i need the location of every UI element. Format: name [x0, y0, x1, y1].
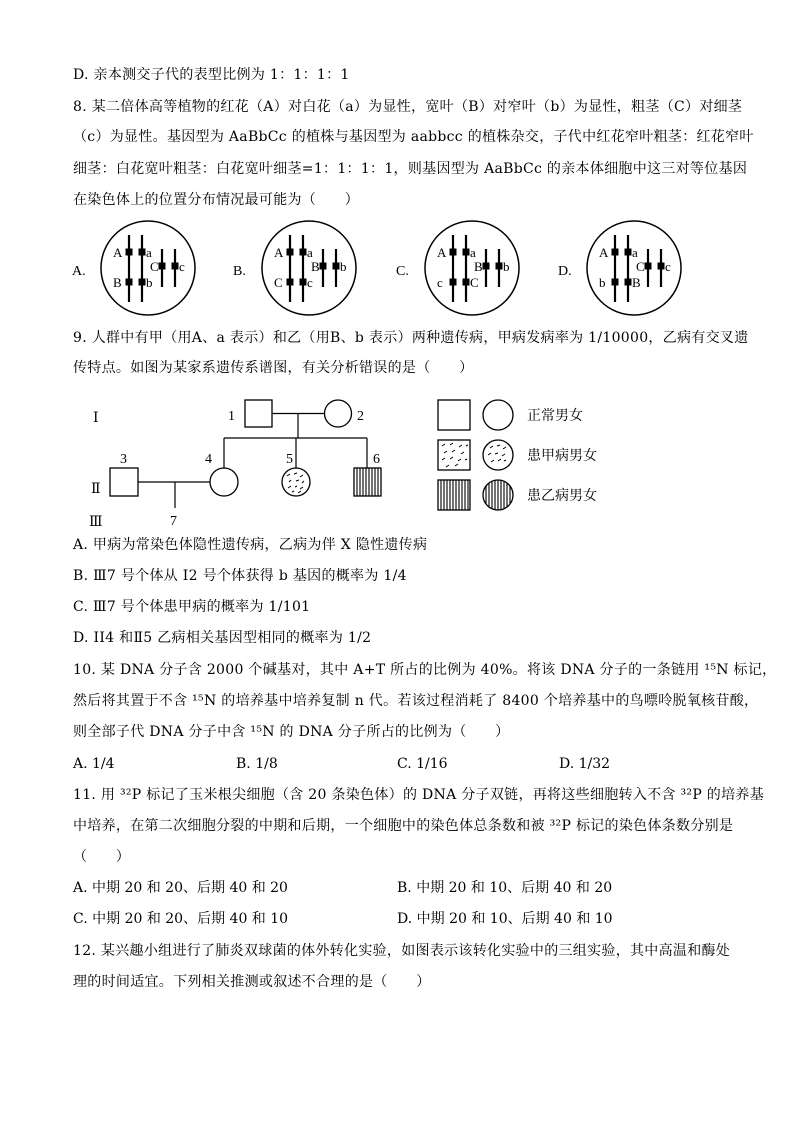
q10-option-c: C. 1/16 [397, 756, 448, 772]
individual-1 [245, 400, 272, 427]
q9-option-a: A. 甲病为常染色体隐性遗传病，乙病为伴 X 隐性遗传病 [73, 537, 428, 553]
individual-6 [354, 468, 381, 496]
q12-stem-line-2: 理的时间适宜。下列相关推测或叙述不合理的是（ ） [73, 974, 431, 990]
gene-locus [496, 263, 503, 270]
generation-label-3: Ⅲ [89, 515, 103, 530]
gene-label: B [474, 259, 483, 274]
gene-locus [287, 279, 294, 286]
gene-label: c [179, 259, 185, 274]
gene-locus [450, 279, 457, 286]
legend-label-disease-b: 患乙病男女 [527, 489, 597, 504]
q9-option-c: C. Ⅲ7 号个体患甲病的概率为 1/101 [73, 599, 311, 615]
q8-option-d[interactable] [558, 221, 681, 315]
gene-label: B [632, 275, 641, 290]
gene-locus [333, 263, 340, 270]
gene-label: b [340, 259, 347, 274]
gene-locus [625, 279, 632, 286]
individual-5 [282, 468, 310, 496]
legend-normal-female [483, 400, 513, 430]
individual-2 [325, 400, 352, 427]
gene-label: a [146, 245, 152, 260]
legend-disease-a-male [438, 440, 470, 470]
id-label-2: 2 [357, 409, 364, 424]
gene-label: B [113, 275, 122, 290]
q8-stem-line-4: 在染色体上的位置分布情况最可能为（ ） [73, 192, 359, 208]
gene-locus [450, 249, 457, 256]
gene-locus [483, 263, 490, 270]
id-label-1: 1 [228, 409, 235, 424]
gene-locus [126, 249, 133, 256]
id-label-4: 4 [205, 452, 212, 467]
gene-label: C [274, 275, 283, 290]
gene-locus [612, 249, 619, 256]
gene-label: A [274, 245, 284, 260]
q11-option-a: A. 中期 20 和 20、后期 40 和 20 [73, 880, 288, 896]
q11-stem-line-1: 11. 用 ³²P 标记了玉米根尖细胞（含 20 条染色体）的 DNA 分子双链，再将这些细胞转入不含 ³²P 的培养基 [73, 787, 765, 803]
q10-option-d: D. 1/32 [559, 756, 611, 772]
q11-option-d: D. 中期 20 和 10、后期 40 和 10 [397, 911, 613, 927]
id-label-3: 3 [120, 452, 127, 467]
gene-label: B [311, 259, 320, 274]
gene-label: b [599, 275, 606, 290]
gene-locus [463, 249, 470, 256]
gene-label: C [150, 259, 159, 274]
q10-option-b: B. 1/8 [236, 756, 278, 772]
id-label-5: 5 [286, 452, 293, 467]
option-label: C. [396, 264, 409, 279]
gene-locus [172, 263, 179, 270]
prev-option-d: D. 亲本测交子代的表型比例为 1：1：1：1 [73, 67, 350, 83]
q11-stem-line-3: （ ） [73, 849, 131, 865]
q9-stem-line-2: 传特点。如图为某家系遗传系谱图，有关分析错误的是（ ） [73, 360, 474, 376]
q8-options-figure [0, 218, 794, 322]
legend-disease-a-female [483, 440, 513, 470]
gene-locus [625, 249, 632, 256]
q11-stem-line-2: 中培养，在第二次细胞分裂的中期和后期，一个细胞中的染色体总条数和被 ³²P 标记的染色体条数分别是 [73, 818, 734, 834]
gene-label: a [307, 245, 313, 260]
individual-3 [110, 468, 138, 496]
q8-option-a[interactable] [72, 221, 195, 315]
id-label-7: 7 [170, 514, 177, 529]
legend-label-disease-a: 患甲病男女 [527, 449, 597, 464]
gene-label: A [599, 245, 609, 260]
q11-option-c: C. 中期 20 和 20、后期 40 和 10 [73, 911, 289, 927]
individual-4 [210, 468, 238, 496]
q10-stem-line-2: 然后将其置于不含 ¹⁵N 的培养基中培养复制 n 代。若该过程消耗了 8400 个培养基中的鸟嘌呤脱氧核苷酸， [73, 693, 759, 709]
q8-option-b[interactable] [233, 221, 356, 315]
q8-stem-line-2: （c）为显性。基因型为 AaBbCc 的植株与基因型为 aabbcc 的植株杂交，子代中红花窄叶粗茎：红花窄叶 [73, 129, 754, 145]
gene-label: c [307, 275, 313, 290]
q8-stem-line-3: 细茎：白花宽叶粗茎：白花宽叶细茎=1：1：1：1，则基因型为 AaBbCc 的亲本体细胞中这三对等位基因 [73, 161, 748, 177]
gene-label: C [636, 259, 645, 274]
generation-label-1: Ⅰ [93, 411, 99, 426]
gene-label: A [113, 245, 123, 260]
gene-label: a [632, 245, 638, 260]
id-label-6: 6 [373, 452, 380, 467]
gene-label: c [437, 275, 443, 290]
gene-locus [139, 249, 146, 256]
gene-locus [287, 249, 294, 256]
q10-stem-line-1: 10. 某 DNA 分子含 2000 个碱基对，其中 A+T 所占的比例为 40%。将该 DNA 分子的一条链用 ¹⁵N 标记， [73, 662, 777, 678]
q10-option-a: A. 1/4 [73, 756, 115, 772]
gene-label: c [665, 259, 671, 274]
q12-stem-line-1: 12. 某兴趣小组进行了肺炎双球菌的体外转化实验，如图表示该转化实验中的三组实验，其中高温和酶处 [73, 943, 731, 959]
q8-option-c[interactable] [396, 221, 519, 315]
generation-label-2: Ⅱ [91, 482, 101, 497]
gene-locus [658, 263, 665, 270]
gene-locus [320, 263, 327, 270]
legend-normal-male [438, 400, 470, 430]
gene-locus [139, 279, 146, 286]
gene-locus [159, 263, 166, 270]
gene-label: C [470, 275, 479, 290]
option-label: D. [558, 264, 572, 279]
gene-locus [126, 279, 133, 286]
gene-locus [463, 279, 470, 286]
gene-label: A [437, 245, 447, 260]
q9-stem-line-1: 9. 人群中有甲（用A、a 表示）和乙（用B、b 表示）两种遗传病，甲病发病率为 1/10000，乙病有交叉遗 [73, 330, 749, 346]
gene-locus [612, 279, 619, 286]
gene-locus [645, 263, 652, 270]
q11-option-b: B. 中期 20 和 10、后期 40 和 20 [397, 880, 613, 896]
gene-locus [300, 279, 307, 286]
gene-locus [300, 249, 307, 256]
pedigree-chart [0, 390, 794, 532]
q9-option-d: D. II4 和Ⅱ5 乙病相关基因型相同的概率为 1/2 [73, 630, 372, 646]
q8-stem-line-1: 8. 某二倍体高等植物的红花（A）对白花（a）为显性，宽叶（B）对窄叶（b）为显性，粗茎（C）对细茎 [73, 99, 743, 115]
q10-stem-line-3: 则全部子代 DNA 分子中含 ¹⁵N 的 DNA 分子所占的比例为（ ） [73, 724, 510, 740]
option-label: B. [233, 264, 246, 279]
gene-label: b [503, 259, 510, 274]
gene-label: b [146, 275, 153, 290]
option-label: A. [72, 264, 86, 279]
gene-label: a [470, 245, 476, 260]
legend-label-normal: 正常男女 [527, 409, 583, 424]
q9-option-b: B. Ⅲ7 号个体从 I2 号个体获得 b 基因的概率为 1/4 [73, 568, 407, 584]
